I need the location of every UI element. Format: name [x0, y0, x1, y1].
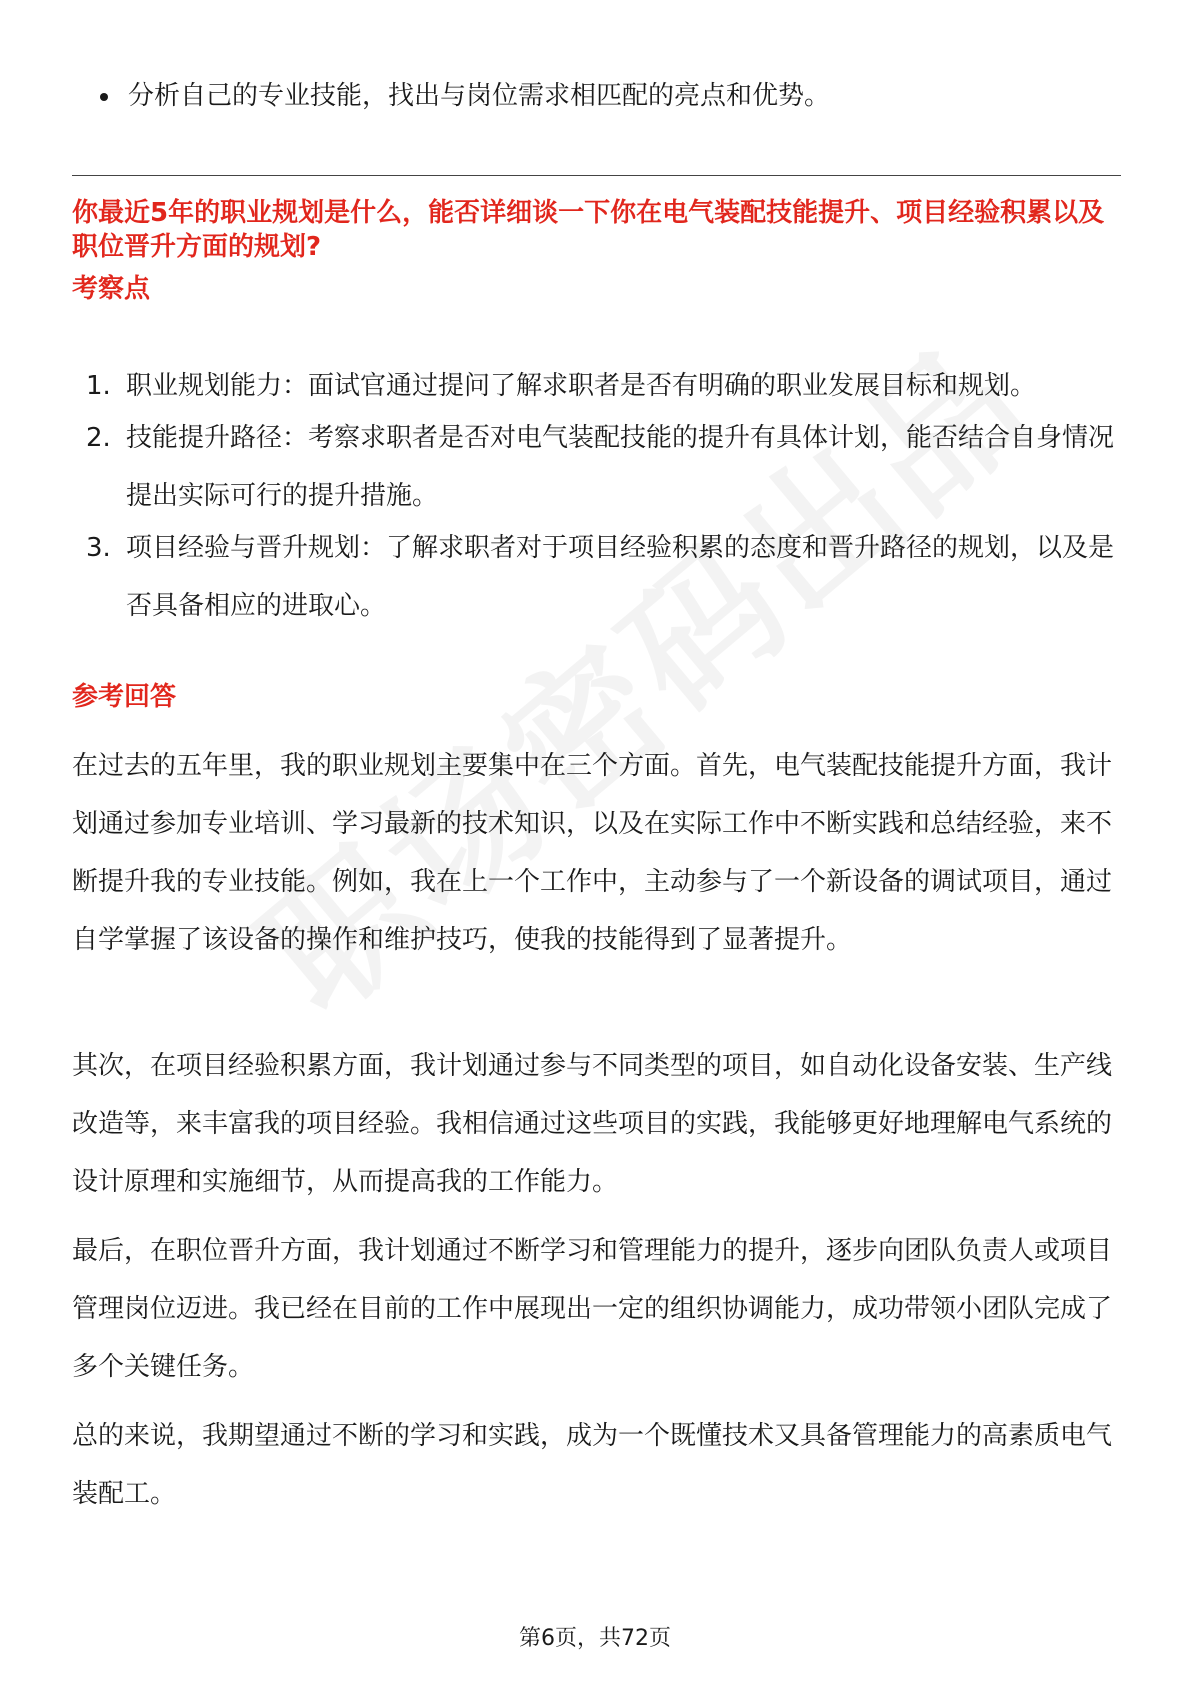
top-bullet-list: [92, 74, 830, 118]
answer-paragraph: 总的来说，我期望通过不断的学习和实践，成为一个既懂技术又具备管理能力的高素质电气装配工。: [72, 1421, 1113, 1509]
section-divider: [72, 175, 1121, 176]
point-number: 2.: [86, 423, 111, 453]
examination-point: [72, 519, 1121, 635]
examination-point-list: [72, 357, 1121, 635]
answer-paragraph: 其次，在项目经验积累方面，我计划通过参与不同类型的项目，如自动化设备安装、生产线改造等，来丰富我的项目经验。我相信通过这些项目的实践，我能够更好地理解电气系统的设计原理和实施细节，从而提高我的工作能力。: [72, 1051, 1113, 1197]
point-text: 技能提升路径：考察求职者是否对电气装配技能的提升有具体计划，能否结合自身情况提出实际可行的提升措施。: [126, 423, 1115, 511]
answer-paragraph: 最后，在职位晋升方面，我计划通过不断学习和管理能力的提升，逐步向团队负责人或项目管理岗位迈进。我已经在目前的工作中展现出一定的组织协调能力，成功带领小团队完成了多个关键任务。: [72, 1236, 1113, 1382]
point-number: 3.: [86, 533, 111, 563]
examination-title: 考察点: [72, 274, 151, 304]
point-text: 项目经验与晋升规划：了解求职者对于项目经验积累的态度和晋升路径的规划，以及是否具备相应的进取心。: [126, 533, 1115, 621]
bullet-item: 分析自己的专业技能，找出与岗位需求相匹配的亮点和优势。: [92, 74, 830, 118]
point-number: 1.: [86, 371, 111, 401]
question-heading: 你最近5年的职业规划是什么，能否详细谈一下你在电气装配技能提升、项目经验积累以及职位晋升方面的规划?: [72, 198, 1105, 262]
point-text: 职业规划能力：面试官通过提问了解求职者是否有明确的职业发展目标和规划。: [126, 371, 1037, 401]
examination-point: [72, 357, 1121, 415]
answer-paragraph: 在过去的五年里，我的职业规划主要集中在三个方面。首先，电气装配技能提升方面，我计划通过参加专业培训、学习最新的技术知识，以及在实际工作中不断实践和总结经验，来不断提升我的专业技能。例如，我在上一个工作中，主动参与了一个新设备的调试项目，通过自学掌握了该设备的操作和维护技巧，使我的技能得到了显著提升。: [72, 751, 1113, 955]
examination-point: [72, 409, 1121, 525]
reference-title: 参考回答: [72, 682, 177, 712]
page-footer: 第6页，共72页: [519, 1626, 671, 1651]
